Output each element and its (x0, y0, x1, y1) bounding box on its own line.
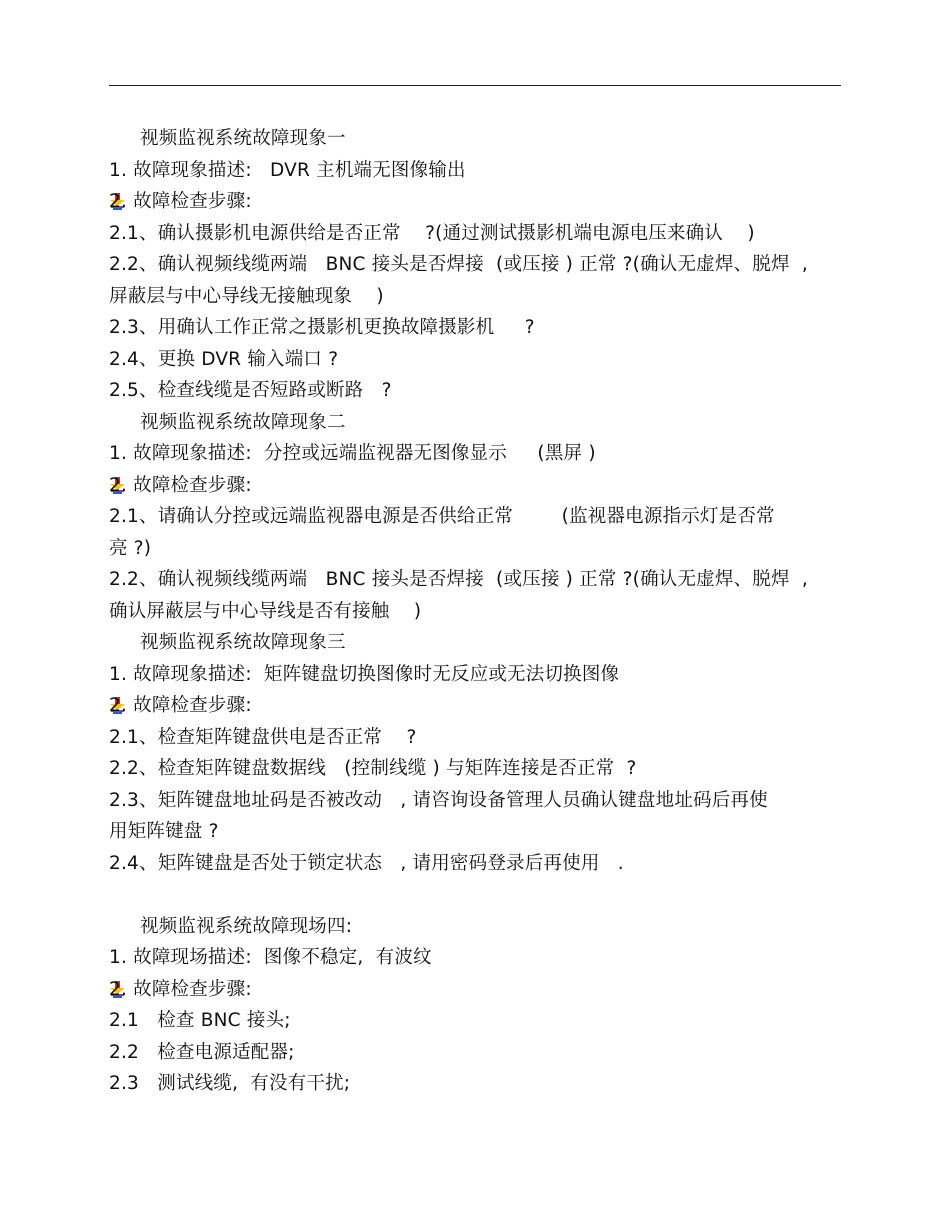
section-heading (109, 627, 849, 659)
steps-heading: 2. 故障检查步骤: (109, 474, 252, 496)
steps-heading: 2. 故障检查步骤: (109, 978, 252, 1000)
steps-heading: 2. 故障检查步骤: (109, 695, 252, 716)
step-item-continued: 用矩阵键盘 ? (109, 821, 219, 842)
fault-description: 1. 故障现象描述: 分控或远端监视器无图像显示 (黑屏 ) (109, 443, 596, 464)
step-item: 2.3、用确认工作正常之摄影机更换故障摄影机 ? (109, 317, 535, 338)
fault-description: 1. 故障现象描述: DVR 主机端无图像输出 (109, 159, 466, 181)
colored-arrow-bullet-icon (109, 130, 126, 147)
section-title: 视频监视系统故障现象三 (140, 632, 346, 653)
section-heading (109, 407, 849, 439)
document-body (109, 123, 849, 1100)
colored-arrow-bullet-icon (109, 414, 126, 431)
header-rule (109, 85, 841, 86)
step-item: 2.2、确认视频线缆两端 BNC 接头是否焊接 (或压接 ) 正常 ?(确认无虚焊、脱焊 , (109, 569, 808, 590)
blank-line (109, 879, 849, 911)
step-item: 2.4、更换 DVR 输入端口 ? (109, 348, 339, 370)
step-item-continued: 亮 ?) (109, 537, 152, 559)
step-item: 2.3 测试线缆, 有没有干扰; (109, 1073, 351, 1094)
step-item: 2.2 检查电源适配器; (109, 1041, 295, 1063)
section-title: 视频监视系统故障现场四: (140, 915, 353, 937)
colored-arrow-bullet-icon (109, 634, 126, 651)
step-item: 2.1 检查 BNC 接头; (109, 1010, 291, 1031)
fault-description: 1. 故障现象描述: 矩阵键盘切换图像时无反应或无法切换图像 (109, 663, 620, 685)
section-heading (109, 123, 849, 155)
section-title: 视频监视系统故障现象二 (140, 411, 346, 433)
section-heading (109, 911, 849, 943)
step-item-continued: 屏蔽层与中心导线无接触现象 ) (109, 285, 384, 307)
step-item: 2.1、确认摄影机电源供给是否正常 ?(通过测试摄影机端电源电压来确认 ) (109, 222, 755, 244)
steps-heading: 2. 故障检查步骤: (109, 191, 252, 212)
section-title: 视频监视系统故障现象一 (140, 128, 346, 149)
step-item: 2.3、矩阵键盘地址码是否被改动 , 请咨询设备管理人员确认键盘地址码后再使 (109, 789, 768, 811)
step-item: 2.1、请确认分控或远端监视器电源是否供给正常 (监视器电源指示灯是否常 (109, 506, 775, 527)
step-item: 2.2、检查矩阵键盘数据线 (控制线缆 ) 与矩阵连接是否正常 ? (109, 758, 637, 779)
step-item: 2.1、检查矩阵键盘供电是否正常 ? (109, 726, 417, 748)
colored-arrow-bullet-icon (109, 918, 126, 935)
step-item-continued: 确认屏蔽层与中心导线是否有接触 ) (109, 600, 422, 622)
step-item: 2.2、确认视频线缆两端 BNC 接头是否焊接 (或压接 ) 正常 ?(确认无虚焊、脱焊 , (109, 254, 808, 275)
fault-description: 1. 故障现场描述: 图像不稳定, 有波纹 (109, 947, 432, 968)
step-item: 2.5、检查线缆是否短路或断路 ? (109, 380, 392, 401)
step-item: 2.4、矩阵键盘是否处于锁定状态 , 请用密码登录后再使用 . (109, 852, 624, 874)
